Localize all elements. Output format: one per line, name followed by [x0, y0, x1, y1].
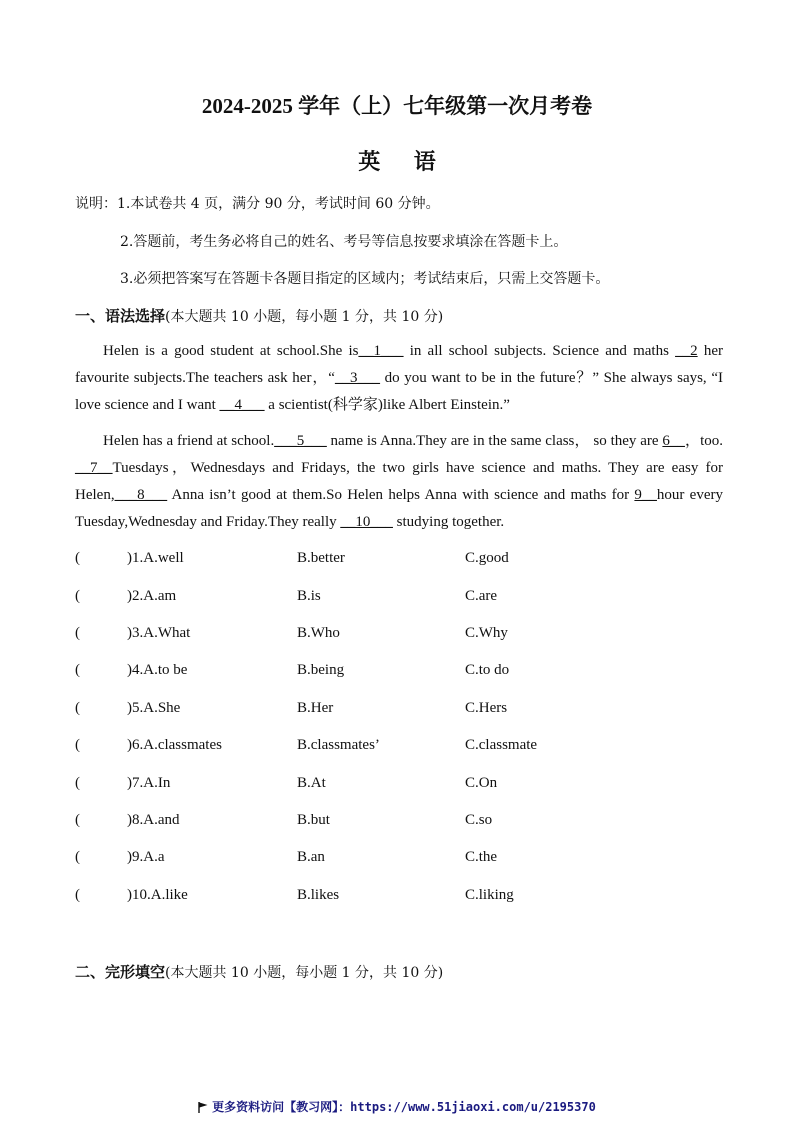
option-c: C.classmate — [465, 737, 538, 753]
answer-paren: ( — [75, 588, 80, 604]
blank-7: __7__ — [75, 460, 113, 476]
option-b: B.likes — [297, 887, 340, 903]
answer-paren: ( — [75, 775, 80, 791]
question-row — [75, 550, 725, 572]
blank-1: __1___ — [358, 343, 404, 359]
option-c: C.to do — [465, 662, 510, 678]
option-b: B.At — [297, 775, 326, 791]
answer-paren: ( — [75, 625, 80, 641]
section-1-heading: 一、语法选择(本大题共 10 小题，每小题 1 分，共 10 分) — [75, 309, 444, 325]
question-row — [75, 700, 725, 722]
option-b: B.is — [297, 588, 321, 604]
flag-icon — [198, 1102, 208, 1113]
instruction-label: 说明： — [75, 196, 117, 212]
question-row — [75, 625, 725, 647]
footer — [0, 1098, 794, 1115]
option-a: )1.A.well — [127, 550, 184, 566]
passage-paragraph-2: Helen has a friend at school.___5___ name is Anna.They are in the same class， so they are 6__，too. __7__Tuesdays，Wednesdays and Fridays, the two girls have science and maths. They are easy for Helen,___8___ Anna isn’t good at them.So Helen helps Anna with science and maths for 9__hour every Tuesday,Wednesday and Friday.They really __10___ studying together. — [75, 433, 723, 530]
section-2-heading: 二、完形填空(本大题共 10 小题，每小题 1 分，共 10 分) — [75, 965, 444, 981]
blank-4: __4___ — [219, 397, 265, 413]
option-c: C.Hers — [465, 700, 508, 716]
option-a: )3.A.What — [127, 625, 191, 641]
option-b: B.being — [297, 662, 345, 678]
answer-paren: ( — [75, 700, 80, 716]
subject-title: 英 语 — [358, 149, 450, 174]
question-row — [75, 887, 725, 909]
blank-6: 6__ — [662, 433, 685, 449]
answer-paren: ( — [75, 550, 80, 566]
question-row — [75, 775, 725, 797]
option-c: C.On — [465, 775, 498, 791]
answer-paren: ( — [75, 737, 80, 753]
blank-2: __2 — [675, 343, 698, 359]
passage-paragraph-1: Helen is a good student at school.She is__1___ in all school subjects. Science and maths __2 her favourite subjects.The teachers ask her，“__3___ do you want to be in the future？” She always says, “I love science and I want __4___ a scientist(科学家)like Albert Einstein.” — [75, 343, 723, 413]
option-a: )10.A.like — [127, 887, 188, 903]
question-row — [75, 849, 725, 871]
blank-8: ___8___ — [114, 487, 168, 503]
question-row — [75, 812, 725, 834]
option-b: B.better — [297, 550, 345, 566]
question-row — [75, 662, 725, 684]
blank-10: __10___ — [340, 514, 393, 530]
blank-5: ___5___ — [274, 433, 327, 449]
option-c: C.good — [465, 550, 509, 566]
option-b: B.Who — [297, 625, 340, 641]
blank-3: __3___ — [334, 370, 380, 386]
option-c: C.the — [465, 849, 498, 865]
answer-paren: ( — [75, 812, 80, 828]
blank-9: 9__ — [634, 487, 657, 503]
option-b: B.Her — [297, 700, 334, 716]
question-row — [75, 737, 725, 759]
option-c: C.so — [465, 812, 493, 828]
option-a: )9.A.a — [127, 849, 165, 865]
instruction-2: 2.答题前，考生务必将自己的姓名、考号等信息按要求填涂在答题卡上。 — [120, 234, 568, 250]
option-a: )5.A.She — [127, 700, 181, 716]
instruction-1: 说明：1.本试卷共 4 页，满分 90 分，考试时间 60 分钟。 — [75, 196, 440, 212]
option-a: )2.A.am — [127, 588, 177, 604]
answer-paren: ( — [75, 887, 80, 903]
option-b: B.classmates’ — [297, 737, 380, 753]
option-b: B.an — [297, 849, 325, 865]
answer-paren: ( — [75, 662, 80, 678]
exam-title: 2024-2025 学年（上）七年级第一次月考卷 — [201, 94, 593, 118]
question-row — [75, 588, 725, 610]
option-b: B.but — [297, 812, 330, 828]
option-a: )4.A.to be — [127, 662, 188, 678]
option-c: C.Why — [465, 625, 508, 641]
option-a: )8.A.and — [127, 812, 180, 828]
answer-paren: ( — [75, 849, 80, 865]
instruction-3: 3.必须把答案写在答题卡各题目指定的区域内；考试结束后，只需上交答题卡。 — [120, 271, 610, 287]
footer-link[interactable]: 更多资料访问【教习网】：https://www.51jiaoxi.com/u/2195370 — [212, 1100, 596, 1114]
option-a: )7.A.In — [127, 775, 171, 791]
option-c: C.are — [465, 588, 498, 604]
option-a: )6.A.classmates — [127, 737, 222, 753]
option-c: C.liking — [465, 887, 514, 903]
